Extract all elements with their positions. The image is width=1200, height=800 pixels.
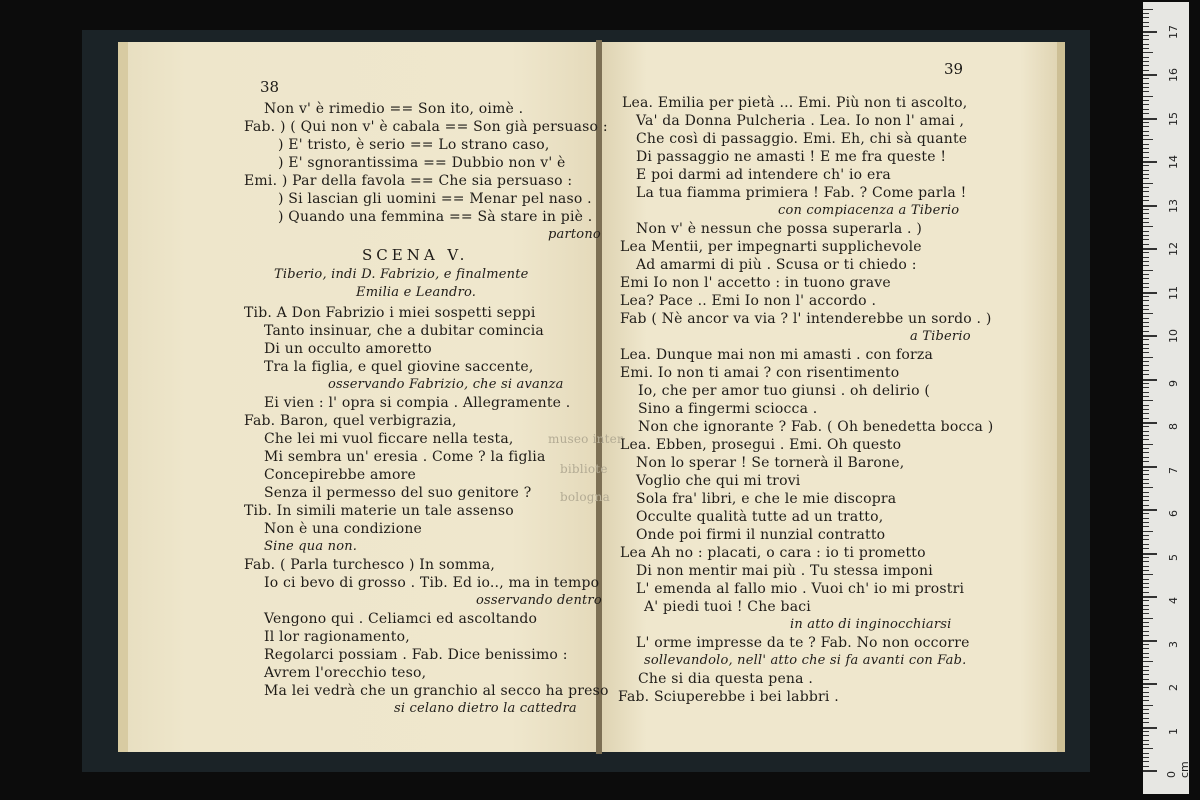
ruler-tick [1143, 57, 1149, 58]
ruler-cm-label: 17 [1167, 24, 1180, 39]
ruler-tick [1143, 235, 1149, 236]
ruler-tick [1143, 474, 1149, 475]
ruler-tick [1143, 618, 1153, 619]
ruler-tick [1143, 413, 1149, 414]
right-page-text-line: Di non mentir mai più . Tu stessa imponi [636, 563, 933, 579]
ruler-tick [1143, 144, 1149, 145]
left-page-text-line: ) Quando una femmina == Sà stare in piè . [278, 209, 593, 225]
right-page-text-line: E poi darmi ad intendere ch' io era [636, 167, 891, 183]
ruler-tick [1143, 96, 1153, 97]
ruler-cm-label: 5 [1167, 553, 1180, 561]
right-page-text-line: Io, che per amor tuo giunsi . oh delirio ( [638, 383, 931, 399]
ruler-tick [1143, 753, 1149, 754]
ruler-tick [1143, 352, 1149, 353]
left-page-text-line: Non è una condizione [264, 521, 423, 537]
measuring-ruler [1143, 2, 1189, 794]
right-page-text-line: La tua fiamma primiera ! Fab. ? Come parla ! [636, 185, 967, 201]
ruler-tick [1143, 122, 1149, 123]
ruler-tick [1143, 587, 1149, 588]
left-page-text-line: Ei vien : l' opra si compia . Allegramente . [264, 395, 571, 411]
right-page-text-line: Onde poi firmi il nunzial contratto [636, 527, 886, 543]
ruler-unit-label: 0 cm [1165, 761, 1191, 778]
right-page-text-line: Lea. Emilia per pietà ... Emi. Più non ti ascolto, [622, 95, 968, 111]
ruler-cm-label: 1 [1167, 727, 1180, 735]
ruler-tick [1143, 9, 1153, 10]
ruler-tick [1143, 444, 1153, 445]
ruler-tick [1143, 452, 1149, 453]
ruler-tick [1143, 231, 1149, 232]
ruler-cm-label: 4 [1167, 597, 1180, 604]
book-gutter [596, 40, 602, 754]
left-page-text-line: Ma lei vedrà che un granchio al secco ha preso [264, 683, 609, 699]
ruler-tick [1143, 17, 1149, 18]
right-page-text-line: Non che ignorante ? Fab. ( Oh benedetta bocca ) [638, 419, 994, 435]
left-page-text-line: Emilia e Leandro. [356, 285, 477, 300]
ruler-tick [1143, 657, 1149, 658]
ruler-tick [1143, 348, 1149, 349]
ruler-tick [1143, 426, 1149, 427]
ruler-tick [1143, 396, 1149, 397]
ruler-tick [1143, 83, 1149, 84]
ruler-tick [1143, 705, 1153, 706]
ruler-tick [1143, 505, 1149, 506]
left-page-text-line: ) Si lascian gli uomini == Menar pel naso . [278, 191, 592, 207]
ruler-tick [1143, 309, 1149, 310]
ruler-tick [1143, 270, 1153, 271]
ruler-tick [1143, 405, 1149, 406]
ruler-tick [1143, 118, 1157, 120]
ruler-tick [1143, 740, 1149, 741]
ruler-tick [1143, 183, 1153, 184]
ruler-tick [1143, 152, 1149, 153]
right-page-text-line: Lea? Pace .. Emi Io non l' accordo . [620, 293, 877, 309]
watermark-line: museo inter [548, 432, 623, 446]
right-page-text-line: A' piedi tuoi ! Che baci [644, 599, 811, 615]
ruler-tick [1143, 109, 1149, 110]
left-page-text-line: si celano dietro la cattedra [394, 701, 577, 716]
ruler-tick [1143, 35, 1149, 36]
ruler-tick [1143, 52, 1153, 53]
ruler-tick [1143, 744, 1149, 745]
ruler-tick [1143, 613, 1149, 614]
ruler-tick [1143, 31, 1157, 33]
ruler-tick [1143, 344, 1149, 345]
ruler-tick [1143, 248, 1157, 250]
ruler-tick [1143, 387, 1149, 388]
ruler-tick [1143, 383, 1149, 384]
ruler-cm-label: 3 [1167, 640, 1180, 648]
right-page-text-line: Emi. Io non ti amai ? con risentimento [620, 365, 900, 381]
ruler-tick [1143, 457, 1149, 458]
ruler-tick [1143, 461, 1149, 462]
ruler-tick [1143, 718, 1149, 719]
left-page-number: 38 [260, 78, 280, 96]
ruler-tick [1143, 244, 1149, 245]
ruler-tick [1143, 683, 1157, 685]
ruler-tick [1143, 713, 1149, 714]
ruler-tick [1143, 370, 1149, 371]
right-page-text-line: Non lo sperar ! Se tornerà il Barone, [636, 455, 905, 471]
ruler-tick [1143, 70, 1149, 71]
ruler-tick [1143, 191, 1149, 192]
ruler-tick [1143, 709, 1149, 710]
ruler-tick [1143, 640, 1157, 642]
left-page-text-line: Tra la figlia, e quel giovine saccente, [264, 359, 534, 375]
ruler-tick [1143, 287, 1149, 288]
ruler-tick [1143, 561, 1149, 562]
left-page-text-line: Regolarci possiam . Fab. Dice benissimo : [264, 647, 568, 663]
ruler-tick [1143, 605, 1149, 606]
ruler-tick [1143, 392, 1149, 393]
ruler-tick [1143, 635, 1149, 636]
ruler-tick [1143, 661, 1153, 662]
ruler-tick [1143, 679, 1149, 680]
ruler-tick [1143, 644, 1149, 645]
ruler-tick [1143, 757, 1149, 758]
ruler-tick [1143, 335, 1157, 337]
ruler-tick [1143, 548, 1149, 549]
ruler-tick [1143, 44, 1149, 45]
right-page-text-line: Fab ( Nè ancor va via ? l' intenderebbe un sordo . ) [620, 311, 992, 327]
ruler-tick [1143, 296, 1149, 297]
watermark-line: bologna [560, 490, 610, 504]
ruler-tick [1143, 292, 1157, 294]
ruler-tick [1143, 622, 1149, 623]
left-page-text-line: Che lei mi vuol ficcare nella testa, [264, 431, 514, 447]
right-page-text-line: L' orme impresse da te ? Fab. No non occorre [636, 635, 970, 651]
ruler-tick [1143, 100, 1149, 101]
right-page-text-line: L' emenda al fallo mio . Vuoi ch' io mi prostri [636, 581, 965, 597]
left-page-text-line: Concepirebbe amore [264, 467, 416, 483]
ruler-tick [1143, 626, 1149, 627]
ruler-tick [1143, 239, 1149, 240]
ruler-tick [1143, 487, 1153, 488]
ruler-tick [1143, 135, 1149, 136]
ruler-tick [1143, 409, 1149, 410]
right-page-text-line: Di passaggio ne amasti ! E me fra queste ! [636, 149, 947, 165]
ruler-tick [1143, 400, 1153, 401]
ruler-tick [1143, 26, 1149, 27]
ruler-tick [1143, 126, 1149, 127]
ruler-tick [1143, 104, 1149, 105]
left-page-text-line: Il lor ragionamento, [264, 629, 410, 645]
ruler-cm-label: 14 [1167, 155, 1180, 169]
right-page-text-line: Che si dia questa pena . [638, 671, 813, 687]
ruler-tick [1143, 165, 1149, 166]
ruler-tick [1143, 61, 1149, 62]
left-page-text-line: Tib. A Don Fabrizio i miei sospetti seppi [244, 305, 536, 321]
ruler-tick [1143, 374, 1149, 375]
left-page-text-line: Emi. ) Par della favola == Che sia persuaso : [244, 173, 573, 189]
ruler-tick [1143, 74, 1157, 76]
ruler-tick [1143, 522, 1149, 523]
left-page-text-line: Tanto insinuar, che a dubitar comincia [264, 323, 544, 339]
ruler-tick [1143, 91, 1149, 92]
ruler-tick [1143, 531, 1153, 532]
ruler-tick [1143, 318, 1149, 319]
ruler-tick [1143, 748, 1153, 749]
ruler-tick [1143, 222, 1149, 223]
left-page-text-line: Non v' è rimedio == Son ito, oimè . [264, 101, 524, 117]
ruler-tick [1143, 300, 1149, 301]
ruler-tick [1143, 226, 1153, 227]
ruler-cm-label: 13 [1167, 198, 1180, 213]
ruler-tick [1143, 357, 1153, 358]
ruler-tick [1143, 339, 1149, 340]
left-page-text-line: Fab. ( Parla turchesco ) In somma, [244, 557, 496, 573]
right-page-text-line: Fab. Sciuperebbe i bei labbri . [618, 689, 839, 705]
ruler-tick [1143, 131, 1149, 132]
ruler-tick [1143, 509, 1157, 511]
right-page-text-line: Lea. Dunque mai non mi amasti . con forza [620, 347, 934, 363]
ruler-tick [1143, 492, 1149, 493]
ruler-tick [1143, 574, 1153, 575]
ruler-cm-label: 10 [1167, 329, 1180, 343]
ruler-tick [1143, 322, 1149, 323]
right-page-text-line: con compiacenza a Tiberio [778, 203, 960, 218]
ruler-tick [1143, 539, 1149, 540]
left-page-text-line: Senza il permesso del suo genitore ? [264, 485, 532, 501]
left-page-text-line: ) E' sgnorantissima == Dubbio non v' è [278, 155, 566, 171]
ruler-tick [1143, 170, 1149, 171]
ruler-tick [1143, 22, 1149, 23]
ruler-tick [1143, 648, 1149, 649]
ruler-tick [1143, 496, 1149, 497]
ruler-tick [1143, 178, 1149, 179]
ruler-tick [1143, 557, 1149, 558]
right-page-text-line: Occulte qualità tutte ad un tratto, [636, 509, 884, 525]
ruler-tick [1143, 435, 1149, 436]
right-page-text-line: Sino a fingermi sciocca . [638, 401, 818, 417]
ruler-tick [1143, 483, 1149, 484]
left-page-text-line: Fab. Baron, quel verbigrazia, [244, 413, 457, 429]
ruler-tick [1143, 431, 1149, 432]
right-page-text-line: Ad amarmi di più . Scusa or ti chiedo : [636, 257, 917, 273]
ruler-tick [1143, 422, 1157, 424]
ruler-tick [1143, 479, 1149, 480]
ruler-tick [1143, 735, 1149, 736]
ruler-tick [1143, 670, 1149, 671]
ruler-cm-label: 2 [1167, 684, 1180, 691]
ruler-tick [1143, 65, 1149, 66]
ruler-tick [1143, 513, 1149, 514]
left-page-text-line: Di un occulto amoretto [264, 341, 432, 357]
ruler-tick [1143, 265, 1149, 266]
ruler-cm-label: 15 [1167, 111, 1180, 126]
left-page-text-line: Vengono qui . Celiamci ed ascoltando [264, 611, 538, 627]
ruler-tick [1143, 596, 1157, 598]
ruler-tick [1143, 535, 1149, 536]
left-page-text-line: osservando dentro [476, 593, 602, 608]
ruler-tick [1143, 257, 1149, 258]
ruler-tick [1143, 174, 1149, 175]
ruler-tick [1143, 692, 1149, 693]
ruler-cm-label: 6 [1167, 510, 1180, 517]
ruler-tick [1143, 331, 1149, 332]
right-page-text-line: Voglio che qui mi trovi [636, 473, 801, 489]
ruler-cm-label: 12 [1167, 242, 1180, 256]
left-page-text-line: Sine qua non. [264, 539, 358, 554]
ruler-tick [1143, 213, 1149, 214]
ruler-tick [1143, 13, 1149, 14]
left-page-text-line: Io ci bevo di grosso . Tib. Ed io.., ma in tempo [264, 575, 600, 591]
watermark-line: bibliote [560, 462, 608, 476]
right-page-text-line: sollevandolo, nell' atto che si fa avanti con Fab. [644, 653, 967, 668]
ruler-tick [1143, 570, 1149, 571]
ruler-tick [1143, 700, 1149, 701]
right-page-text-line: in atto di inginocchiarsi [790, 617, 952, 632]
ruler-tick [1143, 274, 1149, 275]
ruler-tick [1143, 78, 1149, 79]
right-page-text-line: Che così di passaggio. Emi. Eh, chi sà quante [636, 131, 968, 147]
left-page-text-line: ) E' tristo, è serio == Lo strano caso, [278, 137, 550, 153]
ruler-tick [1143, 205, 1157, 207]
ruler-tick [1143, 696, 1149, 697]
ruler-tick [1143, 113, 1149, 114]
ruler-tick [1143, 218, 1149, 219]
ruler-tick [1143, 470, 1149, 471]
ruler-tick [1143, 579, 1149, 580]
left-page-text-line: Mi sembra un' eresia . Come ? la figlia [264, 449, 546, 465]
ruler-tick [1143, 592, 1149, 593]
ruler-tick [1143, 196, 1149, 197]
right-page-number: 39 [944, 60, 964, 78]
ruler-tick [1143, 161, 1157, 163]
left-page-text-line: Tiberio, indi D. Fabrizio, e finalmente [274, 267, 529, 282]
ruler-tick [1143, 566, 1149, 567]
ruler-tick [1143, 666, 1149, 667]
ruler-tick [1143, 209, 1149, 210]
ruler-tick [1143, 727, 1157, 729]
ruler-tick [1143, 518, 1149, 519]
ruler-cm-label: 11 [1167, 285, 1180, 300]
right-page-text-line: a Tiberio [910, 329, 971, 344]
ruler-tick [1143, 466, 1157, 468]
left-page-text-line: partono [548, 227, 601, 242]
left-page-text-line: osservando Fabrizio, che si avanza [328, 377, 564, 392]
ruler-tick [1143, 326, 1149, 327]
ruler-tick [1143, 361, 1149, 362]
right-page-text-line: Lea. Ebben, prosegui . Emi. Oh questo [620, 437, 902, 453]
ruler-tick [1143, 252, 1149, 253]
ruler-tick [1143, 653, 1149, 654]
ruler-tick [1143, 731, 1149, 732]
ruler-cm-label: 9 [1167, 379, 1180, 387]
ruler-tick [1143, 261, 1149, 262]
ruler-tick [1143, 365, 1149, 366]
ruler-end [1161, 780, 1171, 790]
ruler-tick [1143, 583, 1149, 584]
ruler-tick [1143, 553, 1157, 555]
ruler-tick [1143, 87, 1149, 88]
left-page-text-line: Tib. In simili materie un tale assenso [244, 503, 514, 519]
ruler-tick [1143, 313, 1153, 314]
right-page-text-line: Emi Io non l' accetto : in tuono grave [620, 275, 891, 291]
ruler-tick [1143, 157, 1149, 158]
ruler-tick [1143, 687, 1149, 688]
left-page-text-line: Avrem l'orecchio teso, [264, 665, 427, 681]
ruler-tick [1143, 439, 1149, 440]
ruler-cm-label: 8 [1167, 423, 1180, 430]
ruler-tick [1143, 278, 1149, 279]
ruler-tick [1143, 200, 1149, 201]
right-page-text-line: Va' da Donna Pulcheria . Lea. Io non l' amai , [636, 113, 965, 129]
ruler-tick [1143, 722, 1149, 723]
ruler-cm-label: 16 [1167, 68, 1180, 82]
ruler-tick [1143, 379, 1157, 381]
ruler-tick [1143, 770, 1157, 772]
right-page-text-line: Lea Mentii, per impegnarti supplichevole [620, 239, 922, 255]
ruler-tick [1143, 600, 1149, 601]
ruler-tick [1143, 761, 1149, 762]
left-page-text-line: Fab. ) ( Qui non v' è cabala == Son già persuaso : [244, 119, 608, 135]
ruler-tick [1143, 766, 1149, 767]
ruler-tick [1143, 48, 1149, 49]
ruler-tick [1143, 187, 1149, 188]
ruler-tick [1143, 148, 1149, 149]
ruler-tick [1143, 448, 1149, 449]
ruler-tick [1143, 418, 1149, 419]
ruler-tick [1143, 609, 1149, 610]
ruler-tick [1143, 674, 1149, 675]
ruler-tick [1143, 305, 1149, 306]
ruler-tick [1143, 544, 1149, 545]
right-page-text-line: Non v' è nessun che possa superarla . ) [636, 221, 923, 237]
ruler-tick [1143, 283, 1149, 284]
ruler-cm-label: 7 [1167, 466, 1180, 474]
ruler-tick [1143, 139, 1153, 140]
ruler-tick [1143, 526, 1149, 527]
ruler-tick [1143, 39, 1149, 40]
ruler-tick [1143, 631, 1149, 632]
right-page-text-line: Lea Ah no : placati, o cara : io ti prometto [620, 545, 926, 561]
right-page-text-line: Sola fra' libri, e che le mie discopra [636, 491, 897, 507]
ruler-tick [1143, 500, 1149, 501]
left-page-text-line: SCENA V. [362, 246, 469, 264]
